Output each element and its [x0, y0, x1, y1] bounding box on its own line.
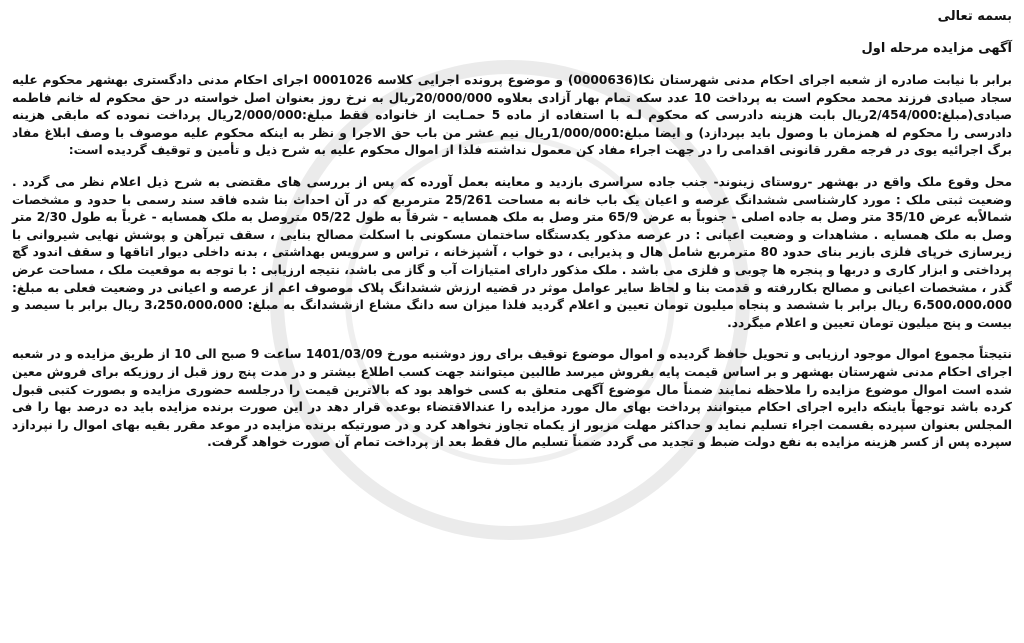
paragraph-property: محل وقوع ملک واقع در بهشهر -روستای زینوند- جنب جاده سراسری بازدید و معاینه بعمل آورده که پس از بررسی های مقتضی به شرح ذیل اعلام نظر می گردد . وضعیت ثبتی ملک : مورد کارشناسی ششدانگ عرصه و اعیان یک باب خانه به مساحت 25/261 مترمربع که در آن احداث بنا شده فاقد سند رسمی با حدود و مشخصات شمالاًبه عرض 35/10 متر وصل به جاده اصلی - جنوباً به عرض 65/9 متر وصل به ملک همسایه - شرقاً به طول 05/22 متروصل به ملک همسایه - غرباً به طول 2/30 متر وصل به ملک همسایه . مشاهدات و وضعیت اعیانی : در عرصه مذکور یکدستگاه ساختمان مسکونی با اسکلت مصالح بنایی ، سقف تیرآهن و پوشش نهایی شیروانی با زیرسازی خرپای فلزی بازیر بنای حدود 80 مترمربع شامل هال و پذیرایی ، دو خواب ، آشپزخانه ، تراس و سرویس بهداشتی ، بدنه داخلی دیوار اتاقها و سقف اندود گچ پرداختی و ابزار کاری و دربها و پنجره ها چوبی و فلزی می باشد . ملک مذکور دارای امتیازات آب و گاز می باشد، نتیجه ارزیابی : با توجه به موقعیت ملک ، مساحت عرض گذر ، مشخصات اعیانی و مصالح بکاررفته و قدمت بنا و لحاظ سایر عوامل موثر در قضیه ارزش ششدانگ پلاک موصوف اعم از عرصه و اعیانی در وضعیت فعلی به مبلغ: 6،500،000،000 ریال برابر با ششصد و پنجاه میلیون تومان تعیین و اعلام گردید فلذا میزان سه دانگ مشاع ازششدانگ به مبلغ: 3،250،000،000 ریال برابر با سیصد و بیست و پنج میلیون تومان تعیین و اعلام میگردد.	[12, 174, 1012, 330]
paragraph-intro: برابر با نیابت صادره از شعبه اجرای احکام مدنی شهرستان نکا(0000636) و موضوع پرونده اجرایی کلاسه 0001026 اجرای احکام مدنی دادگستری بهشهر محکوم علیه سجاد صیادی فرزند محمد محکوم است به پرداخت 10 عدد سکه تمام بهار آزادی بعلاوه 20/000/000ریال به نرخ روز بعنوان اصل خواسته در حق محکوم له خانم فاطمه صیادی(مبلغ:2/454/000ریال بابت هزینه دادرسی که محکوم لـه با استفاده از ماده 5 حمـایت از خانواده فقط مبلغ:2/000/000ریال پرداخت نموده که مابقی هزینه دادرسی را محکوم له همزمان با وصول باید بپردازد) و ایضا مبلغ:1/000/000ریال نیم عشر من باب حق الاجرا و نظر به اینکه محکوم علیه موصوف با وصف ابلاغ مفاد برگ اجرائیه یوی در فرجه مقرر قانونی اقدامی را در جهت اجراء مفاد کن معمول نداشته فلذا از اموال محکوم علیه به شرح ذیل و تأمین و توقیف گردیده است:	[12, 73, 1013, 158]
paragraph-auction: نتیجتاً مجموع اموال موجود ارزیابی و تحویل حافظ گردیده و اموال موضوع توقیف برای روز دوشنبه مورخ 1401/03/09 ساعت 9 صبح الی 10 از طریق مزایده و در شعبه اجرای احکام مدنی شهرستان بهشهر و بر اساس قیمت پایه بفروش میرسد طالبین میتوانند جهت کسب اطلاع بیشتر و در مدت پنج روز قبل از روزیکه برای فروش معین شده است اموال موضوع مزایده را ملاحظه نمایند ضمناً مال موضوع آگهی متعلق به کسی خواهد بود که بالاترین قیمت را درجلسه حضوری مزایده و بصورت کتبی قبول کرده باشد توجهاً باینکه دایره اجرای احکام میتوانند پرداخت بهای مال مورد مزایده را عندالاقتضاء بوعده قرار دهد در این صورت برنده مزایده باید ده درصد بها را فی المجلس بعنوان سپرده بقسمت اجراء تسلیم نماید و حداکثر مهلت مزبور از یکماه تجاوز نخواهد کرد و در صورتیکه برنده مزایده در موعد مقرر بقیه بهای اموال را نپردازد سپرده پس از کسر هزینه مزایده به نفع دولت ضبط و تجدید می گردد ضمناً تسلیم مال فقط بعد از پرداخت تمام آن صورت خواهد گرفت.	[12, 347, 1012, 450]
basmala: بسمه تعالی	[937, 9, 1012, 24]
notice-title: آگهی مزایده مرحله اول	[861, 41, 1012, 56]
